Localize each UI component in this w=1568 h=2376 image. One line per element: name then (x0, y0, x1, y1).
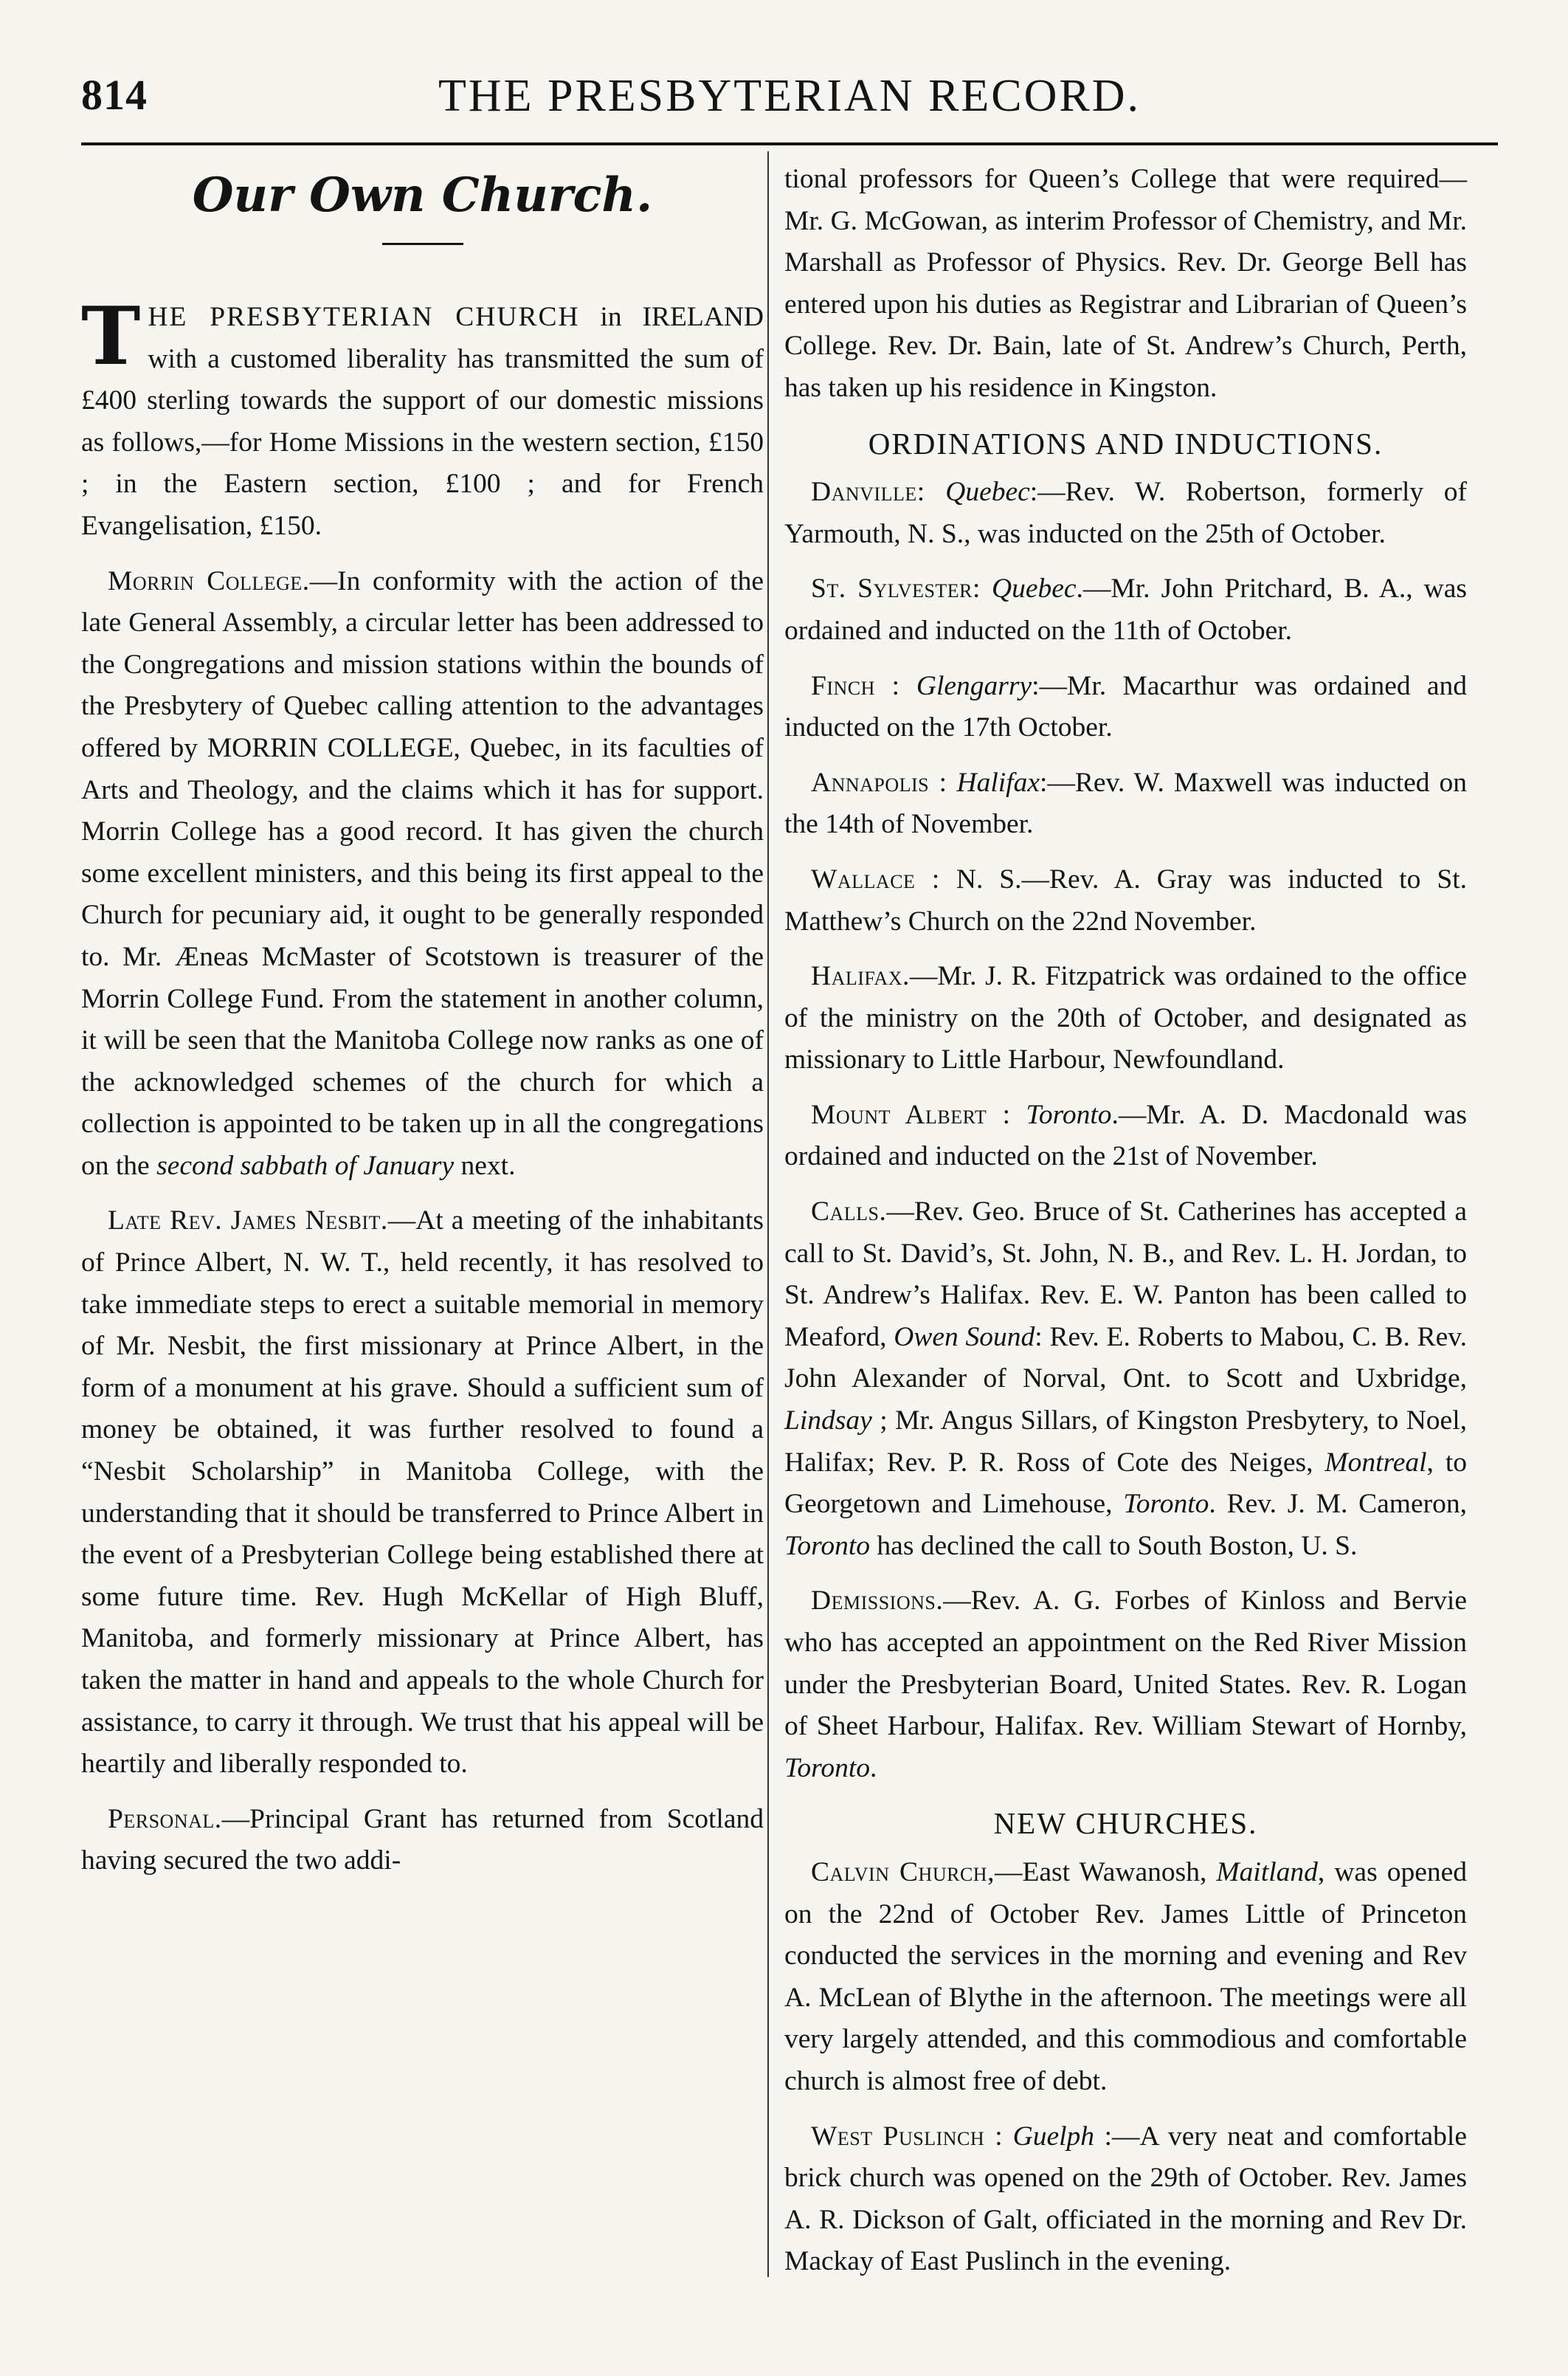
calls-text: , to Georgetown and Limehouse, (784, 1447, 1468, 1520)
calls-italic: Montreal (1324, 1447, 1427, 1478)
calvin-text: —East Wawanosh, (994, 1856, 1217, 1887)
nesbit-text: —At a meeting of the inhabitants of Prince Albert, N. W. T., held recently, it has resolved to take immediate steps to erect a suitable memorial in memory of Mr. Nesbit, the first missionary at Prince Albert, in the form of a monument at his grave. Should a sufficient sum of money be obtained, it was further resolved to found a “Nesbit Scholarship” in Manitoba College, with the understanding that it should be transferred to Prince Albert in the event of a Presbyterian College being established there at some future time. Rev. Hugh McKellar of High Bluff, Manitoba, and formerly missionary at Prince Albert, has taken the matter in hand and appeals to the whole Church for assistance, to carry it through. We trust that his appeal will be heartily and liberally responded to. (81, 1205, 764, 1780)
continuation-paragraph: tional professors for Queen’s College that were required— Mr. G. McGowan, as interim Professor of Chemistry, and Mr. Marshall as Professor of Physics. Rev. Dr. George Bell has entered upon his duties as Registrar and Librarian of Queen’s College. Rev. Dr. Bain, late of St. Andrew’s Church, Perth, has taken up his residence in Kingston. (784, 164, 1467, 403)
nesbit-heading: Late Rev. James Nesbit. (108, 1205, 388, 1236)
entry-place: Finch : (811, 670, 900, 701)
entry-place: Annapolis : (811, 767, 947, 798)
calls-text: : Rev. E. Roberts to Mabou, C. B. Rev. John Alexander of Norval, Ont. to Scott and Uxbridge, (784, 1321, 1467, 1394)
entry-presbytery: Quebec (945, 477, 1030, 508)
entry-presbytery: Quebec (992, 574, 1077, 605)
drop-cap: T (81, 290, 141, 383)
entry-text: :—Rev. W. Robertson, formerly of Yarmouth, N. S., was inducted on the 25th of October. (784, 477, 1467, 549)
personal-paragraph (81, 1799, 764, 1882)
running-title: THE PRESBYTERIAN RECORD. (438, 71, 1142, 121)
new-churches-heading: NEW CHURCHES. (993, 1806, 1258, 1841)
calvin-text: , was opened on the 22nd of October Rev. James Little of Princeton conducted the services in the morning and evening and Rev A. McLean of Blythe in the afternoon. The meetings were all very largely attended, and this commodious and comfortable church is almost free of debt. (784, 1856, 1467, 2096)
annapolis-entry (784, 762, 1467, 846)
intro-paragraph (81, 290, 764, 548)
personal-heading: Personal. (108, 1803, 222, 1834)
west-puslinch-text: :—A very neat and comfortable brick church was opened on the 29th of October. Rev. James A. R. Dickson of Galt, officiated in the morning and Rev Dr. Mackay of East Puslinch in the evening. (784, 2121, 1467, 2277)
calvin-italic: Maitland (1216, 1856, 1318, 1887)
entry-text: :—Rev. W. Maxwell was inducted on the 14th of November. (784, 767, 1467, 840)
intro-text: in IRELAND with a customed liberality has transmitted the sum of £400 sterling towards the support of our domestic missions as follows,—for Home Missions in the western section, £150 ; in the Eastern section, £100 ; and for French Evangelisation, £150. (81, 302, 764, 541)
calls-text: —Rev. Geo. Bruce of St. Catherines has accepted a call to St. David’s, St. John, N. B., and Rev. L. H. Jordan, to St. Andrew’s Halifax. Rev. E. W. Panton has been called to Meaford, (784, 1196, 1467, 1352)
intro-lead: HE PRESBYTERIAN CHURCH (148, 302, 580, 332)
finch-entry (784, 666, 1467, 749)
right-column (784, 159, 1467, 2296)
calls-paragraph (784, 1191, 1467, 1567)
demissions-text: . (870, 1752, 877, 1783)
entry-presbytery: Halifax (956, 767, 1040, 798)
calls-italic: Toronto (784, 1530, 871, 1561)
left-column (81, 159, 764, 1895)
morrin-italic: second sabbath of January (156, 1150, 455, 1181)
morrin-end: next. (454, 1150, 516, 1181)
calls-heading: Calls. (811, 1196, 887, 1227)
entry-place: Danville: (811, 477, 925, 508)
ordinations-heading: ORDINATIONS AND INDUCTIONS. (868, 426, 1384, 461)
demissions-text: —Rev. A. G. Forbes of Kinloss and Bervie who has accepted an appointment on the Red River Mission under the Presbyterian Board, United States. Rev. R. Logan of Sheet Harbour, Halifax. Rev. William Stewart of Hornby, (784, 1585, 1467, 1742)
morrin-text: —In conformity with the action of the late General Assembly, a circular letter has been addressed to the Congregations and mission stations within the bounds of the Presbytery of Quebec calling attention to the advantages offered by MORRIN COLLEGE, Quebec, in its faculties of Arts and Theology, and the claims which it has for support. Morrin College has a good record. It has given the church some excellent ministers, and this being its first appeal to the Church for pecuniary aid, it ought to be generally responded to. Mr. Æneas McMaster of Scotstown is treasurer of the Morrin College Fund. From the statement in another column, it will be seen that the Manitoba College now ranks as one of the acknowledged schemes of the church for which a collection is appointed to be taken up in all the congregations on the (81, 565, 764, 1181)
west-puslinch-italic: Guelph (1012, 2121, 1095, 2152)
morrin-heading: Morrin College. (108, 565, 310, 596)
calls-italic: Toronto (1123, 1489, 1209, 1520)
west-puslinch-paragraph (784, 2116, 1467, 2283)
entry-text: .—Mr. A. D. Macdonald was ordained and inducted on the 21st of November. (784, 1099, 1467, 1172)
entry-text: —Mr. J. R. Fitzpatrick was ordained to the office of the ministry on the 20th of October, and designated as missionary to Little Harbour, Newfoundland. (784, 961, 1467, 1075)
demissions-heading: Demissions. (811, 1585, 944, 1616)
danville-entry (784, 472, 1467, 555)
entry-place: Halifax. (811, 961, 910, 992)
page-header (81, 70, 1498, 129)
entry-text: :—Mr. Macarthur was ordained and inducted on the 17th October. (784, 670, 1468, 743)
entry-place: Wallace : (811, 864, 940, 895)
calvin-paragraph (784, 1852, 1467, 2103)
demissions-paragraph (784, 1580, 1467, 1789)
header-rule (81, 142, 1498, 145)
entry-presbytery: Toronto (1026, 1099, 1112, 1130)
entry-text: N. S.—Rev. A. Gray was inducted to St. Matthew’s Church on the 22nd November. (784, 864, 1467, 937)
calls-italic: Lindsay (784, 1405, 872, 1436)
wallace-entry (784, 859, 1467, 943)
calls-text: ; Mr. Angus Sillars, of Kingston Presbytery, to Noel, Halifax; Rev. P. R. Ross of Cote des Neiges, (784, 1405, 1467, 1478)
calls-text: has declined the call to South Boston, U. S. (870, 1530, 1358, 1561)
demissions-italic: Toronto (784, 1752, 871, 1783)
morrin-paragraph (81, 561, 764, 1188)
column-divider (767, 151, 769, 2277)
title-rule (382, 243, 463, 245)
calvin-heading: Calvin Church, (811, 1856, 995, 1887)
mount-albert-entry (784, 1095, 1467, 1178)
west-puslinch-heading: West Puslinch : (811, 2121, 1004, 2152)
calls-text: . Rev. J. M. Cameron, (1209, 1489, 1467, 1520)
section-title: Our Own Church. (192, 168, 653, 223)
nesbit-paragraph (81, 1200, 764, 1785)
page-number: 814 (81, 71, 148, 119)
entry-place: Mount Albert : (811, 1099, 1011, 1130)
entry-text: .—Mr. John Pritchard, B. A., was ordained and inducted on the 11th of October. (784, 574, 1467, 646)
halifax-entry (784, 956, 1467, 1081)
entry-place: St. Sylvester: (811, 574, 981, 605)
entry-presbytery: Glengarry (916, 670, 1032, 701)
st-sylvester-entry (784, 568, 1467, 652)
personal-text: —Principal Grant has returned from Scotland having secured the two addi- (81, 1803, 764, 1876)
calls-italic: Owen Sound (894, 1321, 1035, 1352)
